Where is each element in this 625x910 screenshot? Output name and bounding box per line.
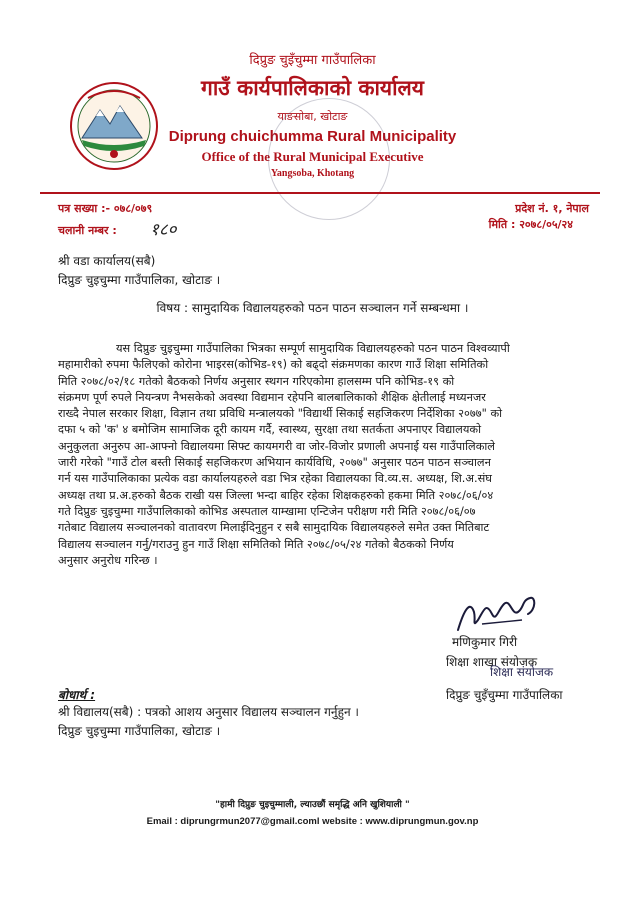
body-line: यस दिप्रुङ चुइचुम्मा गाउँपालिका भित्रका सम्पूर्ण सामुदायिक विद्यालयहरुको पठन पाठन विश्वव्यापी (116, 342, 510, 355)
footer-slogan: "हामी दिप्रुङ चुइचुम्माली, ल्याउछौं समृद्धि अनि खुशियाली " (215, 800, 410, 810)
municipality-name-en: Diprung chuichumma Rural Municipality (168, 128, 457, 145)
body-line: अध्यक्ष तथा प्र.अ.हरुको बैठक राखी यस जिल्ला भन्दा बाहिर रहेका शिक्षकहरुको हकमा मिति २०७८/०६/०४ (58, 488, 494, 502)
recipient-line-2: दिप्रुङ चुइचुम्मा गाउँपालिका, खोटाङ । (58, 273, 221, 287)
handwritten-signature (452, 590, 542, 638)
cc-line-2: दिप्रुङ चुइचुम्मा गाउँपालिका, खोटाङ । (58, 724, 221, 738)
footer-contact: Email : diprungrmun2077@gmail.coml website : www.diprungmun.gov.np (146, 816, 479, 827)
signatory-stamp: शिक्षा संयोजक (490, 665, 554, 679)
signatory-title: शिक्षा शाखा संयोजक (446, 655, 538, 669)
cc-heading: बोधार्थ : (58, 688, 96, 702)
letter-subject: विषय : सामुदायिक विद्यालयहरुको पठन पाठन सञ्चालन गर्ने सम्बन्धमा । (156, 301, 469, 315)
address-np: याङसोबा, खोटाङ (277, 110, 348, 123)
official-stamp (268, 98, 390, 220)
body-line: अनुकुलता अनुरुप आ-आफ्नो विद्यालयमा सिफ्ट कायमगरी वा जोर-विजोर प्रणाली अपनाई यस गाउँपालिकाले (58, 439, 495, 453)
cc-line-1: श्री विद्यालय(सबै) : पत्रको आशय अनुसार विद्यालय सञ्चालन गर्नुहुन । (58, 705, 359, 719)
body-line: मिति २०७८/०२/१८ गतेको बैठकको निर्णय अनुसार स्थगन गरिएकोमा हालसम्म पनि कोभिड-१९ को (58, 374, 455, 388)
province-label: प्रदेश नं. १, नेपाल (515, 202, 589, 215)
header-divider (40, 192, 600, 194)
municipality-name-np: दिप्रुङ चुइँचुम्मा गाउँपालिका (249, 53, 376, 68)
dispatch-number-label: चलानी नम्बर : (58, 224, 117, 237)
letter-number: पत्र सख्या :- ०७८/०७९ (58, 202, 153, 215)
body-line: अनुसार अनुरोध गरिन्छ । (58, 553, 158, 567)
office-name-np: गाउँ कार्यपालिकाको कार्यालय (201, 76, 424, 100)
body-line: जारी गरेको "गाउँ टोल बस्ती सिकाई सहजिकरण अभियान कार्यविधि, २०७७" अनुसार पठन पाठन सञ्चालन (58, 456, 491, 470)
body-line: गर्न यस गाउँपालिकाका प्रत्येक वडा कार्यालयहरुले वडा भित्र रहेका विद्यालयका वि.व्य.स. अध्यक्ष, शि.अ.संघ (58, 472, 492, 486)
signatory-name: मणिकुमार गिरी (452, 635, 518, 649)
recipient-line-1: श्री वडा कार्यालय(सबै) (58, 254, 156, 268)
body-line: संक्रमण पूर्ण रुपले नियन्त्रण नैभसकेको अवस्था विद्यमान रहेपनि बालबालिकाको शैक्षिक क्षेतीलाई मध्यनजर (58, 390, 486, 404)
body-line: विद्यालय सञ्चालन गर्नु/गराउनु हुन गाउँ शिक्षा समितिको मिति २०७८/०५/२४ गतेको बैठकको निर्णय (58, 537, 454, 551)
body-line: राख्दै नेपाल सरकार शिक्षा, विज्ञान तथा प्रविधि मन्त्रालयको "विद्यार्थी सिकाई सहजिकरण निर्देशिका २०७७" को (58, 407, 503, 421)
signatory-office: दिप्रुङ चुइँचुम्मा गाउँपालिका (446, 688, 563, 702)
letter-body (58, 341, 590, 569)
address-en: Yangsoba, Khotang (270, 168, 355, 179)
body-line: गतेबाट विद्यालय सञ्चालनको वातावरण मिलाईदिनुहुन र सबै सामुदायिक विद्यालयहरुले समेत उक्त मितिबाट (58, 521, 490, 535)
office-name-en: Office of the Rural Municipal Executive (201, 149, 424, 164)
letter-date: मिति : २०७८/०५/२४ (488, 218, 573, 231)
body-line: दफा ५ को 'क' ४ बमोजिम सामाजिक दूरी कायम गर्दै, स्वास्थ्य, सुरक्षा तथा सतर्कता अपनाएर विद्यालयको (58, 423, 481, 437)
dispatch-number-value: १८० (150, 220, 177, 240)
body-line: महामारीको रुपमा फैलिएको कोरोना भाइरस(कोभिड-१९) को बढ्दो संक्रमणका कारण गाउँ शिक्षा समितिको (58, 358, 489, 372)
body-line: गते दिप्रुङ चुइचुम्मा गाउँपालिकाको कोभिड अस्पताल याम्खामा एन्टिजेन परीक्षण गरी मिति २०७८/०६/०७ (58, 504, 476, 518)
